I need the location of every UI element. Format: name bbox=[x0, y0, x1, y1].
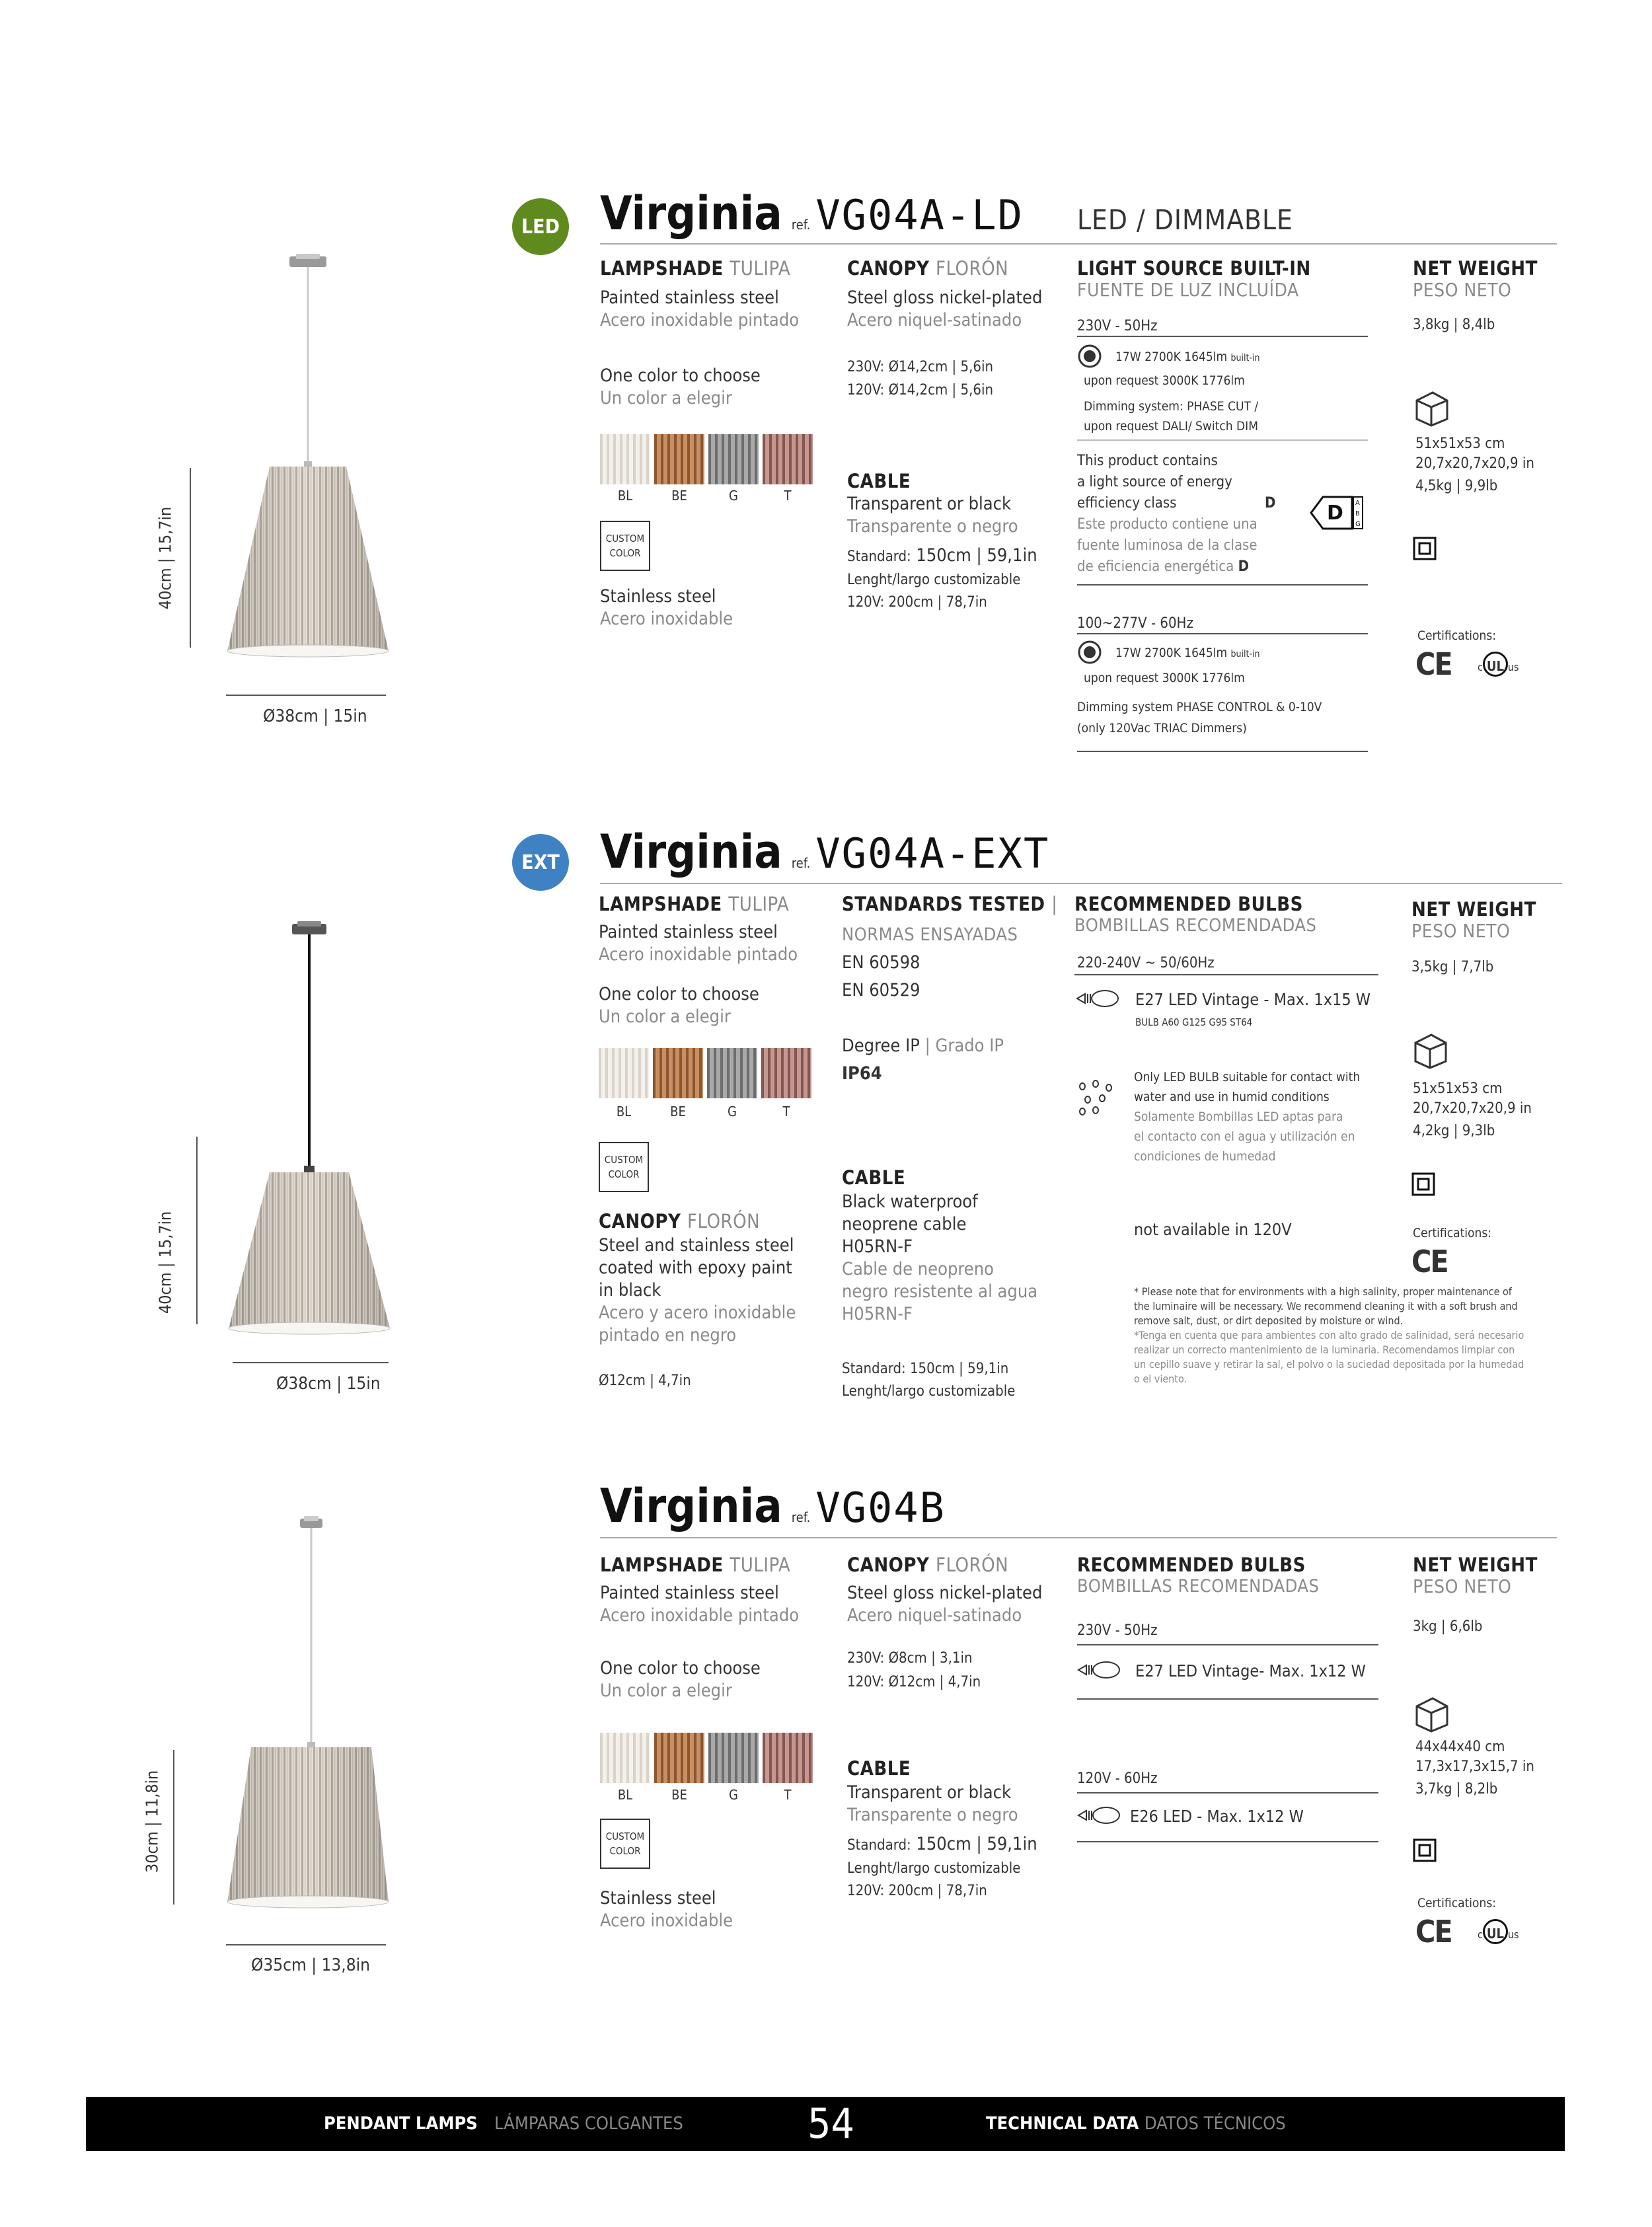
lampshade-material: Painted stainless steel bbox=[600, 287, 779, 308]
product-name: Virginia bbox=[600, 825, 782, 879]
product-code: VG04B bbox=[815, 1484, 946, 1532]
height-dimension: 40cm | 15,7in bbox=[155, 1211, 175, 1314]
title-divider bbox=[600, 1537, 1557, 1538]
salinity-note: the luminaire will be necessary. We recommend cleaning it with a soft brush and bbox=[1134, 1300, 1518, 1312]
pendant-lamp-image bbox=[218, 1513, 403, 1923]
swatch-g[interactable] bbox=[707, 1048, 757, 1098]
led-spec-request: upon request 3000K 1776lm bbox=[1084, 671, 1245, 685]
led-spec-request: upon request 3000K 1776lm bbox=[1084, 373, 1245, 388]
energy-scale-bottom: G bbox=[1355, 521, 1361, 528]
ce-mark-icon: CE bbox=[1415, 1914, 1452, 1949]
cable-120v: 120V: 200cm | 78,7in bbox=[847, 1883, 987, 1899]
swatch-bl[interactable] bbox=[600, 1733, 650, 1783]
energy-text-es: Este producto contiene una bbox=[1077, 516, 1258, 533]
lampshade-material-es: Acero inoxidable pintado bbox=[600, 310, 800, 330]
cable-customizable: Lenght/largo customizable bbox=[847, 1860, 1021, 1877]
humid-note-es: Solamente Bombillas LED aptas para bbox=[1134, 1110, 1343, 1124]
dimming-system: Dimming system: PHASE CUT / bbox=[1084, 399, 1259, 414]
swatch-be[interactable] bbox=[654, 1733, 704, 1783]
swatch-bl[interactable] bbox=[599, 1048, 649, 1098]
salinity-note: * Please note that for environments with a high salinity, proper maintenance of bbox=[1134, 1285, 1512, 1298]
ref-label: ref. bbox=[791, 1509, 811, 1525]
standard-item: EN 60529 bbox=[842, 980, 920, 1000]
energy-scale-mid: B bbox=[1355, 510, 1360, 517]
color-choice-es: Un color a elegir bbox=[599, 1006, 731, 1027]
ce-mark-icon: CE bbox=[1415, 646, 1452, 682]
body-material: Stainless steel bbox=[600, 586, 716, 607]
swatch-g[interactable] bbox=[708, 434, 759, 484]
energy-text: efficiency class bbox=[1077, 495, 1177, 511]
bulbs-heading-es: BOMBILLAS RECOMENDADAS bbox=[1077, 1576, 1320, 1597]
divider bbox=[1077, 336, 1368, 337]
divider bbox=[1077, 1644, 1378, 1645]
standard-item: EN 60598 bbox=[842, 952, 920, 973]
dimming-system-2: (only 120Vac TRIAC Dimmers) bbox=[1077, 721, 1247, 736]
swatch-be[interactable] bbox=[654, 434, 704, 484]
height-dimension-line bbox=[190, 468, 191, 648]
width-dimension: Ø38cm | 15in bbox=[263, 706, 367, 726]
divider bbox=[1074, 974, 1378, 975]
custom-color-box[interactable]: CUSTOM COLOR bbox=[599, 1142, 649, 1192]
certifications-label: Certifications: bbox=[1413, 1226, 1491, 1240]
canopy-material: coated with epoxy paint bbox=[599, 1258, 792, 1278]
dimming-system-2: upon request DALI/ Switch DIM bbox=[1084, 419, 1258, 434]
product-code: VG04A-LD bbox=[815, 191, 1024, 239]
cable-spec: neoprene cable bbox=[842, 1214, 967, 1234]
led-dimmable-tag: LED / DIMMABLE bbox=[1077, 204, 1293, 236]
bulb-spec: E27 LED Vintage- Max. 1x12 W bbox=[1135, 1661, 1366, 1680]
net-weight-heading-es: PESO NETO bbox=[1413, 279, 1512, 301]
net-weight-heading-es: PESO NETO bbox=[1411, 920, 1511, 942]
bulb-icon bbox=[1077, 1805, 1121, 1825]
energy-text: This product contains bbox=[1077, 453, 1218, 469]
swatch-label: BE bbox=[670, 1104, 686, 1119]
canopy-material: Steel and stainless steel bbox=[599, 1235, 794, 1256]
box-size-cm: 51x51x53 cm bbox=[1413, 1080, 1503, 1097]
cable-heading: CABLE bbox=[842, 1166, 906, 1189]
led-chip-icon bbox=[1077, 344, 1102, 369]
swatch-label: BE bbox=[671, 488, 687, 504]
swatch-label: T bbox=[784, 488, 792, 504]
class-ii-icon bbox=[1413, 537, 1437, 560]
canopy-size: Ø12cm | 4,7in bbox=[599, 1373, 691, 1389]
salinity-note-es: *Tenga en cuenta que para ambientes con alto grado de salinidad, será necesario bbox=[1134, 1329, 1524, 1341]
box-size-in: 17,3x17,3x15,7 in bbox=[1415, 1758, 1534, 1775]
canopy-size-120: 120V: Ø14,2cm | 5,6in bbox=[847, 382, 994, 398]
energy-label-class: D bbox=[1327, 502, 1343, 525]
net-weight-heading: NET WEIGHT bbox=[1413, 1554, 1538, 1576]
cable-standard: Standard: 150cm | 59,1in bbox=[847, 545, 1037, 566]
custom-color-box[interactable]: CUSTOM COLOR bbox=[600, 521, 650, 571]
swatch-label: BE bbox=[671, 1787, 687, 1803]
divider bbox=[1077, 1698, 1378, 1700]
color-choice-es: Un color a elegir bbox=[600, 388, 732, 408]
color-choice: One color to choose bbox=[600, 1658, 761, 1679]
lampshade-material-es: Acero inoxidable pintado bbox=[600, 1605, 800, 1626]
salinity-note-es: o el viento. bbox=[1134, 1373, 1187, 1385]
height-dimension: 30cm | 11,8in bbox=[142, 1770, 162, 1873]
swatch-t[interactable] bbox=[761, 1048, 811, 1098]
led-spec: 17W 2700K 1645lm built-in bbox=[1115, 350, 1260, 364]
energy-text-es: de eficiencia energética D bbox=[1077, 558, 1249, 575]
cable-spec-es: H05RN-F bbox=[842, 1304, 913, 1324]
bulbs-heading: RECOMMENDED BULBS bbox=[1077, 1554, 1306, 1576]
product-title bbox=[600, 186, 1024, 241]
ul-mark-icon: c UL us bbox=[1478, 1919, 1519, 1944]
not-available-120v: not available in 120V bbox=[1134, 1220, 1292, 1239]
product-code: VG04A-EXT bbox=[815, 829, 1050, 878]
box-weight: 3,7kg | 8,2lb bbox=[1415, 1781, 1498, 1797]
net-weight: 3,5kg | 7,7lb bbox=[1411, 959, 1494, 975]
water-drops-icon bbox=[1076, 1078, 1115, 1118]
voltage-230: 230V - 50Hz bbox=[1077, 1622, 1158, 1639]
net-weight-heading-es: PESO NETO bbox=[1413, 1575, 1512, 1597]
salinity-note-es: realizar un correcto mantenimiento de la luminaria. Recomendamos limpiar con bbox=[1134, 1343, 1515, 1356]
canopy-size-230: 230V: Ø8cm | 3,1in bbox=[847, 1650, 973, 1667]
height-dimension-line bbox=[173, 1750, 174, 1905]
pendant-lamp-image bbox=[218, 251, 403, 661]
width-dimension: Ø35cm | 13,8in bbox=[251, 1955, 370, 1975]
cable-color: Transparent or black bbox=[847, 1782, 1012, 1803]
canopy-heading: CANOPY FLORÓN bbox=[847, 257, 1009, 280]
swatch-label: BL bbox=[617, 488, 633, 504]
energy-text: a light source of energy bbox=[1077, 474, 1232, 490]
body-material: Stainless steel bbox=[600, 1888, 716, 1908]
canopy-material-es: Acero y acero inoxidable bbox=[599, 1302, 796, 1323]
width-dimension-line bbox=[226, 695, 386, 696]
net-weight-heading: NET WEIGHT bbox=[1411, 898, 1536, 921]
lampshade-heading: LAMPSHADE TULIPA bbox=[600, 257, 791, 280]
standards-heading-es: NORMAS ENSAYADAS bbox=[842, 925, 1018, 945]
energy-label-icon bbox=[1308, 494, 1368, 531]
box-size-cm: 44x44x40 cm bbox=[1415, 1739, 1505, 1755]
canopy-material-es: Acero niquel-satinado bbox=[847, 310, 1022, 330]
voltage-100-277: 100~277V - 60Hz bbox=[1077, 615, 1193, 632]
color-choice-es: Un color a elegir bbox=[600, 1680, 732, 1701]
lampshade-material: Painted stainless steel bbox=[600, 1583, 779, 1603]
width-dimension-line bbox=[226, 1944, 386, 1945]
energy-class: D bbox=[1265, 495, 1276, 511]
width-dimension: Ø38cm | 15in bbox=[276, 1374, 381, 1394]
canopy-material: Steel gloss nickel-plated bbox=[847, 1583, 1043, 1603]
bulbs-heading-es: BOMBILLAS RECOMENDADAS bbox=[1074, 915, 1317, 936]
divider bbox=[1077, 584, 1368, 585]
swatch-t[interactable] bbox=[763, 1733, 813, 1783]
bulbs-heading: RECOMMENDED BULBS bbox=[1074, 893, 1303, 915]
ip-heading: Degree IP | Grado IP bbox=[842, 1036, 1004, 1056]
lampshade-heading: LAMPSHADE TULIPA bbox=[599, 893, 790, 915]
canopy-material-es: pintado en negro bbox=[599, 1325, 737, 1345]
cable-spec: H05RN-F bbox=[842, 1236, 913, 1257]
height-dimension-line bbox=[196, 1137, 198, 1324]
custom-color-box[interactable]: CUSTOM COLOR bbox=[600, 1819, 650, 1869]
swatch-g[interactable] bbox=[708, 1733, 759, 1783]
humid-note: water and use in humid conditions bbox=[1134, 1090, 1330, 1104]
bulb-icon bbox=[1077, 1660, 1121, 1680]
body-material-es: Acero inoxidable bbox=[600, 609, 733, 629]
cable-customizable: Lenght/largo customizable bbox=[847, 572, 1021, 588]
cable-heading: CABLE bbox=[847, 1757, 911, 1780]
led-badge: LED bbox=[512, 198, 569, 255]
canopy-size-230: 230V: Ø14,2cm | 5,6in bbox=[847, 359, 994, 375]
canopy-material-es: Acero niquel-satinado bbox=[847, 1605, 1022, 1626]
title-divider bbox=[600, 243, 1557, 245]
canopy-size-120: 120V: Ø12cm | 4,7in bbox=[847, 1674, 981, 1690]
box-size-cm: 51x51x53 cm bbox=[1415, 435, 1505, 452]
footer-technical-label: TECHNICAL DATA DATOS TÉCNICOS bbox=[986, 2113, 1286, 2134]
swatch-t[interactable] bbox=[763, 434, 813, 484]
certifications-label: Certifications: bbox=[1417, 628, 1496, 643]
class-ii-icon bbox=[1413, 1838, 1437, 1862]
footer-section-label: PENDANT LAMPS LÁMPARAS COLGANTES bbox=[324, 2113, 683, 2134]
energy-text-es: fuente luminosa de la clase bbox=[1077, 537, 1258, 554]
box-weight: 4,2kg | 9,3lb bbox=[1413, 1123, 1495, 1139]
voltage-120: 120V - 60Hz bbox=[1077, 1770, 1158, 1787]
box-size-in: 20,7x20,7x20,9 in bbox=[1413, 1100, 1532, 1117]
swatch-label: BL bbox=[616, 1104, 632, 1119]
lampshade-material: Painted stainless steel bbox=[599, 922, 778, 942]
cable-color-es: Transparente o negro bbox=[847, 516, 1018, 537]
ref-label: ref. bbox=[791, 217, 811, 233]
lampshade-heading: LAMPSHADE TULIPA bbox=[600, 1554, 791, 1576]
net-weight: 3kg | 6,6lb bbox=[1413, 1618, 1483, 1635]
humid-note-es: el contacto con el agua y utilización en bbox=[1134, 1129, 1355, 1144]
swatch-label: BL bbox=[617, 1787, 633, 1803]
divider bbox=[1077, 1792, 1378, 1793]
net-weight-heading: NET WEIGHT bbox=[1413, 257, 1538, 280]
led-chip-icon bbox=[1077, 640, 1102, 665]
box-weight: 4,5kg | 9,9lb bbox=[1415, 478, 1498, 494]
swatch-be[interactable] bbox=[653, 1048, 703, 1098]
voltage-230: 230V - 50Hz bbox=[1077, 318, 1158, 334]
swatch-label: G bbox=[729, 488, 738, 504]
title-divider bbox=[600, 883, 1562, 884]
body-material-es: Acero inoxidable bbox=[600, 1910, 733, 1931]
humid-note: Only LED BULB suitable for contact with bbox=[1134, 1070, 1361, 1084]
swatch-label: G bbox=[728, 1104, 737, 1119]
page-footer bbox=[86, 2097, 1565, 2151]
product-title bbox=[600, 825, 1049, 879]
box-icon bbox=[1413, 1693, 1452, 1733]
led-spec: 17W 2700K 1645lm built-in bbox=[1115, 646, 1260, 660]
dimming-system: Dimming system PHASE CONTROL & 0-10V bbox=[1077, 700, 1322, 714]
divider bbox=[1077, 1841, 1378, 1842]
color-choice: One color to choose bbox=[599, 984, 759, 1004]
pendant-lamp-image bbox=[218, 919, 403, 1341]
class-ii-icon bbox=[1411, 1172, 1435, 1196]
cable-spec-es: Cable de neopreno bbox=[842, 1259, 995, 1279]
product-name: Virginia bbox=[600, 1479, 782, 1533]
salinity-note: remove salt, dust, or dirt deposited by moisture or wind. bbox=[1134, 1314, 1404, 1327]
divider bbox=[1077, 751, 1368, 752]
box-icon bbox=[1413, 387, 1452, 427]
ip-value: IP64 bbox=[842, 1063, 882, 1084]
canopy-material: in black bbox=[599, 1280, 661, 1301]
divider bbox=[1077, 439, 1368, 441]
product-title bbox=[600, 1479, 946, 1533]
ref-label: ref. bbox=[791, 855, 811, 871]
voltage: 220-240V ~ 50/60Hz bbox=[1077, 955, 1215, 971]
bulb-types: BULB A60 G125 G95 ST64 bbox=[1135, 1016, 1253, 1028]
swatch-bl[interactable] bbox=[600, 434, 650, 484]
cable-spec-es: negro resistente al agua bbox=[842, 1281, 1038, 1302]
box-icon bbox=[1411, 1030, 1451, 1069]
net-weight: 3,8kg | 8,4lb bbox=[1413, 317, 1495, 333]
swatch-label: T bbox=[784, 1787, 792, 1803]
cable-color-es: Transparente o negro bbox=[847, 1805, 1018, 1825]
color-choice: One color to choose bbox=[600, 365, 761, 386]
light-source-heading-es: FUENTE DE LUZ INCLUÍDA bbox=[1077, 279, 1299, 301]
ce-mark-icon: CE bbox=[1411, 1244, 1448, 1279]
lampshade-material-es: Acero inoxidable pintado bbox=[599, 944, 798, 965]
ul-mark-icon: c UL us bbox=[1478, 652, 1519, 677]
light-source-heading: LIGHT SOURCE BUILT-IN bbox=[1077, 257, 1311, 280]
cable-120v: 120V: 200cm | 78,7in bbox=[847, 594, 987, 611]
cable-standard: Standard: 150cm | 59,1in bbox=[842, 1361, 1009, 1377]
cable-customizable: Lenght/largo customizable bbox=[842, 1383, 1016, 1400]
standards-heading: STANDARDS TESTED | bbox=[842, 893, 1058, 915]
page-number: 54 bbox=[807, 2099, 854, 2148]
width-dimension-line bbox=[233, 1362, 389, 1363]
canopy-material: Steel gloss nickel-plated bbox=[847, 287, 1043, 308]
bulb-spec: E26 LED - Max. 1x12 W bbox=[1130, 1807, 1304, 1826]
product-name: Virginia bbox=[600, 186, 782, 241]
canopy-heading: CANOPY FLORÓN bbox=[847, 1554, 1009, 1576]
cable-spec: Black waterproof bbox=[842, 1191, 978, 1212]
bulb-spec: E27 LED Vintage - Max. 1x15 W bbox=[1135, 990, 1371, 1009]
divider bbox=[1077, 633, 1368, 634]
box-size-in: 20,7x20,7x20,9 in bbox=[1415, 455, 1534, 472]
cable-color: Transparent or black bbox=[847, 494, 1012, 514]
salinity-note-es: un cepillo suave y retirar la sal, el polvo o la suciedad depositada por la humedad bbox=[1134, 1358, 1524, 1371]
canopy-heading: CANOPY FLORÓN bbox=[599, 1210, 761, 1232]
cable-heading: CABLE bbox=[847, 470, 911, 492]
cable-standard: Standard: 150cm | 59,1in bbox=[847, 1834, 1037, 1854]
swatch-label: T bbox=[782, 1104, 790, 1119]
humid-note-es: condiciones de humedad bbox=[1134, 1149, 1276, 1164]
height-dimension: 40cm | 15,7in bbox=[155, 506, 175, 610]
energy-scale-top: A bbox=[1355, 500, 1360, 507]
swatch-label: G bbox=[729, 1787, 738, 1803]
certifications-label: Certifications: bbox=[1417, 1896, 1496, 1910]
ext-badge: EXT bbox=[512, 834, 569, 891]
bulb-icon bbox=[1076, 989, 1119, 1008]
